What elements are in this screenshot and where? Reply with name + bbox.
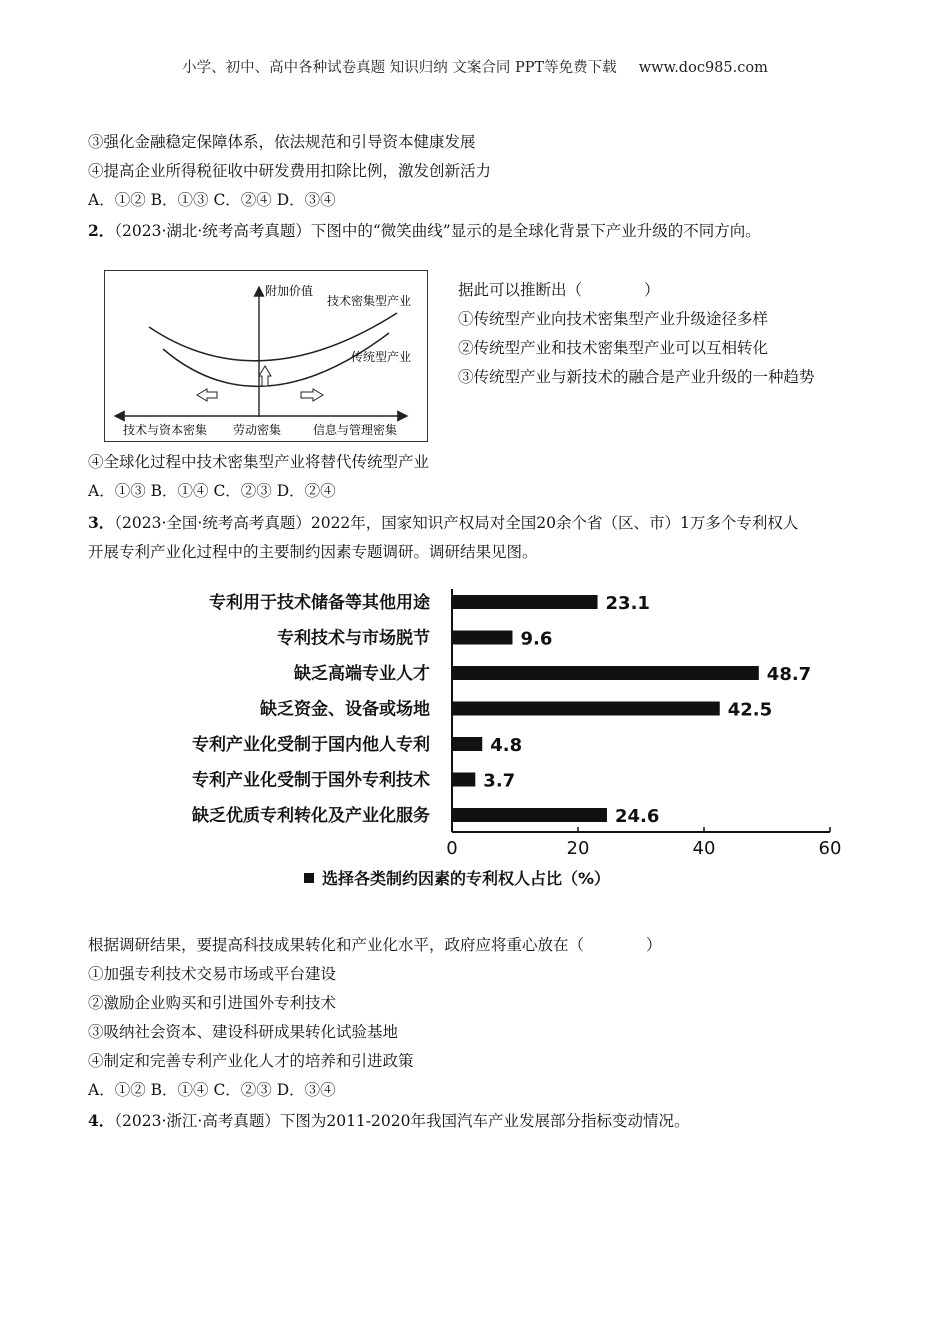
q2-prompt: 据此可以推断出（ ） (458, 281, 660, 299)
q3-item2: ②激励企业购买和引进国外专利技术 (88, 994, 337, 1012)
q4-stem (88, 1111, 689, 1131)
q4-stem-text: （2023·浙江·高考真题）下图为2011-2020年我国汽车产业发展部分指标变动情况。 (114, 1112, 690, 1130)
up-hollow-arrow (259, 366, 271, 386)
x-tick-label: 0 (446, 838, 458, 859)
header-text: 小学、初中、高中各种试卷真题 知识归纳 文案合同 PPT等免费下载 (182, 60, 617, 76)
bar (452, 808, 607, 822)
q3-stem-line1 (88, 513, 798, 533)
category-label: 缺乏高端专业人才 (294, 664, 430, 684)
legend-label: 选择各类制约因素的专利权人占比（%） (322, 869, 611, 888)
q3-item3: ③吸纳社会资本、建设科研成果转化试验基地 (88, 1023, 399, 1041)
x-label-mid: 劳动密集 (233, 423, 282, 437)
bar (452, 737, 482, 751)
curve-label-tech: 技术密集型产业 (327, 294, 412, 308)
q4-number: 4． (88, 1111, 115, 1130)
x-tick-label: 60 (818, 838, 842, 859)
value-label: 42.5 (727, 699, 773, 721)
value-label: 9.6 (520, 628, 553, 650)
x-label-left: 技术与资本密集 (123, 423, 208, 437)
value-label: 4.8 (490, 735, 523, 756)
q3-item1: ①加强专利技术交易市场或平台建设 (88, 965, 337, 983)
category-label: 缺乏资金、设备或场地 (260, 699, 430, 720)
q2-options: A．①③ B．①④ C．②③ D．②④ (88, 482, 336, 500)
right-hollow-arrow (301, 389, 323, 401)
smile-curve-diagram (104, 270, 428, 442)
q2-stem (88, 221, 761, 241)
q3-stem-text: （2023·全国·统考高考真题）2022年，国家知识产权局对全国20余个省（区、市）1万多个专利权人 (114, 514, 799, 532)
x-tick-label: 20 (566, 838, 590, 859)
bar (452, 666, 759, 680)
bar (452, 702, 720, 716)
value-label: 3.7 (483, 770, 516, 792)
q1-item4: ④提高企业所得税征收中研发费用扣除比例，激发创新活力 (88, 162, 492, 180)
q2-right-column (458, 276, 866, 392)
legend-swatch (304, 873, 314, 883)
header-url[interactable]: www.doc985.com (638, 60, 768, 76)
q2-item4: ④全球化过程中技术密集型产业将替代传统型产业 (88, 453, 430, 471)
x-label-right: 信息与管理密集 (313, 423, 398, 437)
q2-item1: ①传统型产业向技术密集型产业升级途径多样 (458, 310, 769, 328)
q3-stem-line2: 开展专利产业化过程中的主要制约因素专题调研。调研结果见图。 (88, 543, 538, 561)
value-label: 23.1 (605, 593, 650, 614)
bar (452, 631, 512, 645)
category-label: 专利技术与市场脱节 (277, 628, 430, 649)
q2-stem-text: （2023·湖北·统考高考真题）下图中的“微笑曲线”显示的是全球化背景下产业升级的不同方向。 (114, 222, 761, 240)
bar (452, 773, 475, 787)
category-label: 缺乏优质专利转化及产业化服务 (192, 806, 430, 826)
q3-item4: ④制定和完善专利产业化人才的培养和引进政策 (88, 1052, 414, 1070)
q2-number: 2． (88, 221, 115, 240)
left-hollow-arrow (197, 389, 217, 401)
q2-item2: ②传统型产业和技术密集型产业可以互相转化 (458, 339, 769, 357)
category-label: 专利产业化受制于国内他人专利 (192, 735, 430, 755)
value-label: 24.6 (614, 806, 660, 827)
q3-number: 3． (88, 513, 115, 532)
page-header (0, 56, 950, 77)
smile-curve-svg (105, 271, 427, 441)
bar (452, 595, 598, 609)
q1-options: A．①② B．①③ C．②④ D．③④ (88, 191, 336, 209)
category-label: 专利用于技术储备等其他用途 (209, 593, 430, 613)
patent-factor-bar-chart (100, 575, 860, 890)
y-axis-label: 附加价值 (265, 284, 314, 298)
x-tick-label: 40 (692, 838, 716, 859)
q1-item3: ③强化金融稳定保障体系，依法规范和引导资本健康发展 (88, 133, 476, 151)
value-label: 48.7 (766, 664, 812, 685)
q3-options: A．①② B．①④ C．②③ D．③④ (88, 1081, 336, 1099)
curve-label-traditional: 传统型产业 (351, 350, 412, 364)
q3-prompt: 根据调研结果，要提高科技成果转化和产业化水平，政府应将重心放在（ ） (88, 936, 662, 954)
category-label: 专利产业化受制于国外专利技术 (192, 770, 430, 791)
q2-item3: ③传统型产业与新技术的融合是产业升级的一种趋势 (458, 368, 815, 386)
